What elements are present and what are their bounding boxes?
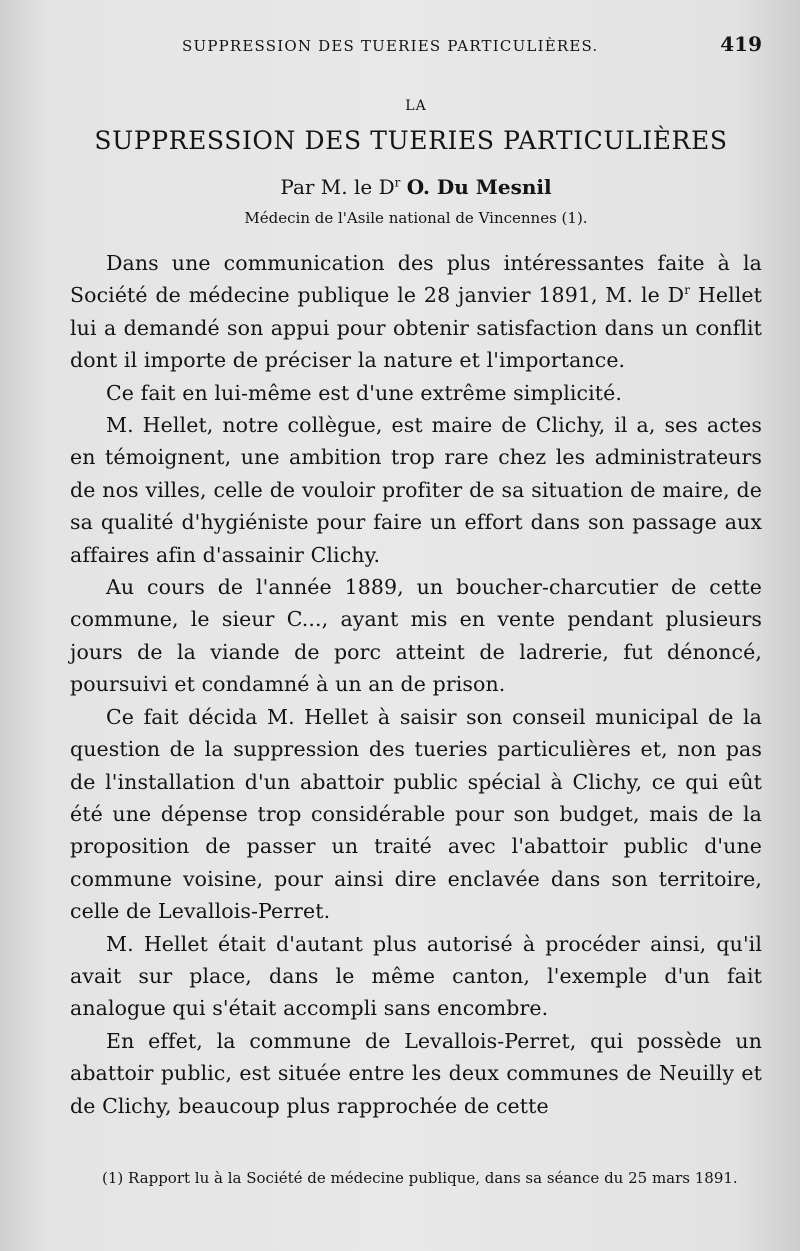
article-body bbox=[70, 247, 762, 1122]
article-kicker: LA bbox=[405, 98, 427, 114]
paragraph: M. Hellet était d'autant plus autorisé à procéder ainsi, qu'il avait sur place, dans le même canton, l'exemple d'un fait analogue qui s'était accompli sans encombre. bbox=[70, 931, 762, 1021]
running-title: SUPPRESSION DES TUERIES PARTICULIÈRES. bbox=[182, 37, 599, 55]
paragraph: En effet, la commune de Levallois-Perret, qui possède un abattoir public, est située entre les deux communes de Neuilly et de Clichy, beaucoup plus rapprochée de cette bbox=[70, 1028, 762, 1118]
article-title: SUPPRESSION DES TUERIES PARTICULIÈRES bbox=[94, 126, 728, 155]
paragraph: M. Hellet, notre collègue, est maire de Clichy, il a, ses actes en témoignent, une ambition trop rare chez les administrateurs de nos villes, celle de vouloir profiter de sa situation de maire, de sa qualité d'hygiéniste pour faire un effort dans son passage aux affaires afin d'assainir Clichy. bbox=[70, 413, 762, 567]
byline-title-sup: r bbox=[394, 175, 401, 190]
paragraph-lead: Dans une communication des plus intéressantes faite à la Société de médecine publique le 28 janvier 1891, M. le D bbox=[70, 251, 762, 308]
paragraph: Au cours de l'année 1889, un boucher-charcutier de cette commune, le sieur C..., ayant mis en vente pendant plusieurs jours de la viande de porc atteint de ladrerie, fut dénoncé, poursuivi et condamné à un an de prison. bbox=[70, 575, 762, 697]
author-name: O. Du Mesnil bbox=[406, 175, 552, 199]
paragraph: Ce fait décida M. Hellet à saisir son conseil municipal de la question de la suppression des tueries particulières et, non pas de l'installation d'un abattoir public spécial à Clichy, ce qui eût été une dépense trop considérable pour son budget, mais de la proposition de passer un traité avec l'abattoir public d'une commune voisine, pour ainsi dire enclavée dans son territoire, celle de Levallois-Perret. bbox=[70, 704, 762, 924]
footnote: (1) Rapport lu à la Société de médecine publique, dans sa séance du 25 mars 1891. bbox=[102, 1169, 738, 1187]
byline-prefix: Par M. le D bbox=[280, 175, 395, 199]
paragraph bbox=[70, 247, 762, 377]
paragraph-rest: Hellet lui a demandé son appui pour obtenir satisfaction dans un conflit dont il importe de préciser la nature et l'importance. bbox=[70, 283, 762, 373]
paragraph: Ce fait en lui-même est d'une extrême simplicité. bbox=[106, 380, 622, 405]
running-head bbox=[70, 32, 762, 64]
author-affiliation: Médecin de l'Asile national de Vincennes (1). bbox=[244, 209, 588, 227]
byline bbox=[70, 175, 762, 199]
paragraph-sup: r bbox=[684, 283, 691, 298]
page-number: 419 bbox=[720, 32, 762, 56]
